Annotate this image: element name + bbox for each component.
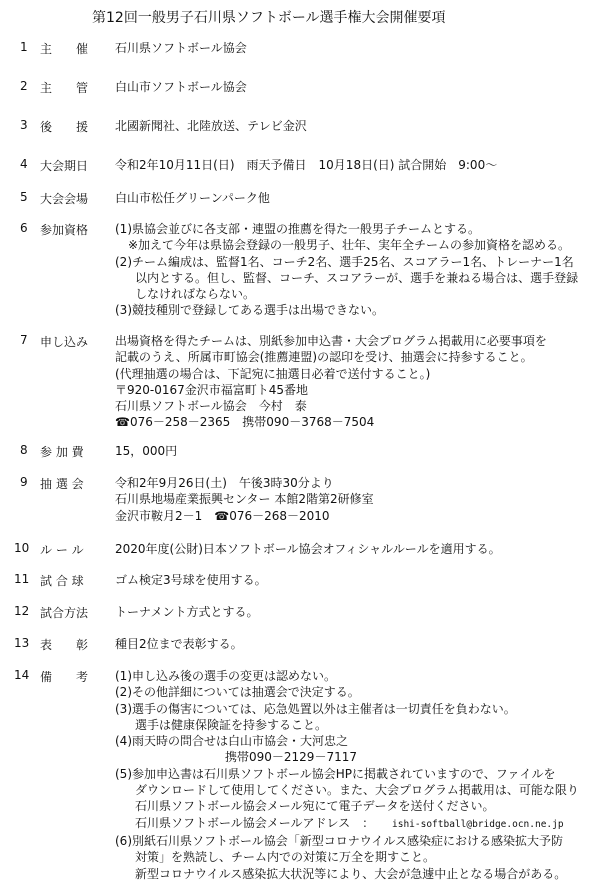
section-label-dates: 大会期日 bbox=[40, 159, 89, 173]
section-number: 14 bbox=[14, 668, 30, 682]
content-line: (5)参加申込書は石川県ソフトボール協会HPに掲載されていますので、ファイルを bbox=[115, 766, 556, 781]
section-label-drawing: 抽 選 会 bbox=[40, 477, 84, 491]
content-line: (1)申し込み後の選手の変更は認めない。 bbox=[115, 669, 336, 683]
section-number: 3 bbox=[20, 118, 28, 132]
content-line: 北國新聞社、北陸放送、テレビ金沢 bbox=[115, 119, 307, 133]
section-label-fee: 参 加 費 bbox=[40, 445, 84, 459]
content-line: しなければならない。 bbox=[135, 287, 256, 302]
section-content-notes bbox=[115, 668, 579, 882]
section-label-awards: 表 彰 bbox=[40, 638, 89, 652]
content-line: ※加えて今年は県協会登録の一般男子、壮年、実年全チームの参加資格を認める。 bbox=[128, 238, 571, 253]
content-line: 石川県ソフトボール協会メール宛にて電子データを送付ください。 bbox=[135, 799, 495, 814]
content-line: トーナメント方式とする。 bbox=[115, 605, 259, 619]
section-number: 7 bbox=[20, 333, 28, 347]
section-content-format bbox=[115, 604, 259, 620]
section-content-ball bbox=[115, 572, 267, 588]
section-label-application: 申し込み bbox=[40, 335, 89, 349]
section-number: 11 bbox=[14, 572, 30, 586]
section-number: 1 bbox=[20, 40, 28, 54]
section-label-support: 後 援 bbox=[40, 120, 89, 134]
content-line: 金沢市鞍月2－1 ☎076－268－2010 bbox=[115, 508, 330, 523]
content-line: 携帯090－2129－7117 bbox=[225, 750, 357, 765]
section-label-ball: 試 合 球 bbox=[40, 574, 84, 588]
section-label-eligibility: 参加資格 bbox=[40, 223, 89, 237]
section-content-awards bbox=[115, 636, 243, 652]
content-line: 出場資格を得たチームは、別紙参加申込書・大会プログラム掲載用に必要事項を bbox=[115, 334, 547, 348]
section-number: 9 bbox=[20, 475, 28, 489]
content-line: 15，000円 bbox=[115, 444, 178, 458]
section-number: 4 bbox=[20, 157, 28, 171]
section-label-notes: 備 考 bbox=[40, 670, 89, 684]
content-line: (3)競技種別で登録してある選手は出場できない。 bbox=[115, 303, 384, 318]
section-content-rules bbox=[115, 541, 501, 557]
section-content-application bbox=[115, 333, 547, 431]
content-line: 記載のうえ、所属市町協会(推薦連盟)の認印を受け、抽選会に持参すること。 bbox=[115, 350, 533, 365]
section-content-organizer bbox=[115, 40, 247, 56]
content-line: ダウンロードして使用してください。また、大会プログラム掲載用は、可能な限り bbox=[135, 783, 579, 798]
content-line: 白山市ソフトボール協会 bbox=[115, 80, 247, 94]
content-line: ゴム検定3号球を使用する。 bbox=[115, 573, 267, 587]
content-line: (3)選手の傷害については、応急処置以外は主催者は一切責任を負わない。 bbox=[115, 701, 516, 716]
content-line: (代理抽選の場合は、下記宛に抽選日必着で送付すること。) bbox=[115, 366, 431, 381]
document-title: 第12回一般男子石川県ソフトボール選手権大会開催要項 bbox=[92, 10, 446, 26]
section-number: 13 bbox=[14, 636, 30, 650]
section-number: 8 bbox=[20, 443, 28, 457]
section-number: 5 bbox=[20, 190, 28, 204]
section-content-venue bbox=[115, 190, 270, 206]
content-line: 選手は健康保険証を持参すること。 bbox=[135, 717, 328, 732]
content-line: 石川県地場産業振興センター 本館2階第2研修室 bbox=[115, 492, 374, 507]
content-line bbox=[115, 815, 579, 833]
section-content-drawing bbox=[115, 475, 374, 524]
section-number: 10 bbox=[14, 541, 30, 555]
section-label-organizer: 主 催 bbox=[40, 42, 89, 56]
content-line: 2020年度(公財)日本ソフトボール協会オフィシャルルールを適用する。 bbox=[115, 542, 501, 556]
section-number: 2 bbox=[20, 79, 28, 93]
section-label-rules: ル ー ル bbox=[40, 543, 84, 557]
section-content-support bbox=[115, 118, 307, 134]
section-label-managing: 主 管 bbox=[40, 81, 89, 95]
section-content-managing bbox=[115, 79, 247, 95]
section-label-venue: 大会会場 bbox=[40, 192, 89, 206]
email-address: ishi-softball@bridge.ocn.ne.jp bbox=[392, 818, 564, 830]
content-line: (6)別紙石川県ソフトボール協会「新型コロナウイルス感染症における感染拡大予防 bbox=[115, 833, 564, 848]
email-label: 石川県ソフトボール協会メールアドレス ： bbox=[135, 815, 375, 830]
content-line: 新型コロナウイルス感染拡大状況等により、大会が急遽中止となる場合がある。 bbox=[135, 866, 567, 881]
content-line: 以内とする。但し、監督、コーチ、スコアラーが、選手を兼ねる場合は、選手登録 bbox=[135, 270, 579, 285]
section-number: 6 bbox=[20, 221, 28, 235]
content-line: ☎076－258－2365 携帯090－3768－7504 bbox=[115, 415, 375, 430]
content-line: 令和2年10月11日(日) 雨天予備日 10月18日(日) 試合開始 9:00～ bbox=[115, 158, 498, 172]
content-line: (1)県協会並びに各支部・連盟の推薦を得た一般男子チームとする。 bbox=[115, 222, 481, 236]
content-line: 種目2位まで表彰する。 bbox=[115, 637, 243, 651]
content-line: (4)雨天時の問合せは白山市協会・大河忠之 bbox=[115, 734, 348, 749]
content-line: 〒920-0167金沢市福富町ト45番地 bbox=[115, 382, 309, 397]
section-content-eligibility bbox=[115, 221, 578, 319]
content-line: 令和2年9月26日(土) 午後3時30分より bbox=[115, 476, 334, 490]
section-number: 12 bbox=[14, 604, 30, 618]
content-line: 石川県ソフトボール協会 bbox=[115, 41, 247, 55]
section-content-fee bbox=[115, 443, 177, 459]
section-label-format: 試合方法 bbox=[40, 606, 89, 620]
content-line: (2)チーム編成は、監督1名、コーチ2名、選手25名、スコアラー1名、トレーナー1名 bbox=[115, 254, 574, 269]
content-line: 石川県ソフトボール協会 今村 泰 bbox=[115, 399, 307, 414]
content-line: 白山市松任グリーンパーク他 bbox=[115, 191, 270, 205]
content-line: (2)その他詳細については抽選会で決定する。 bbox=[115, 685, 360, 700]
content-line: 対策」を熟読し、チーム内での対策に万全を期すこと。 bbox=[135, 850, 436, 865]
section-content-dates bbox=[115, 157, 497, 173]
